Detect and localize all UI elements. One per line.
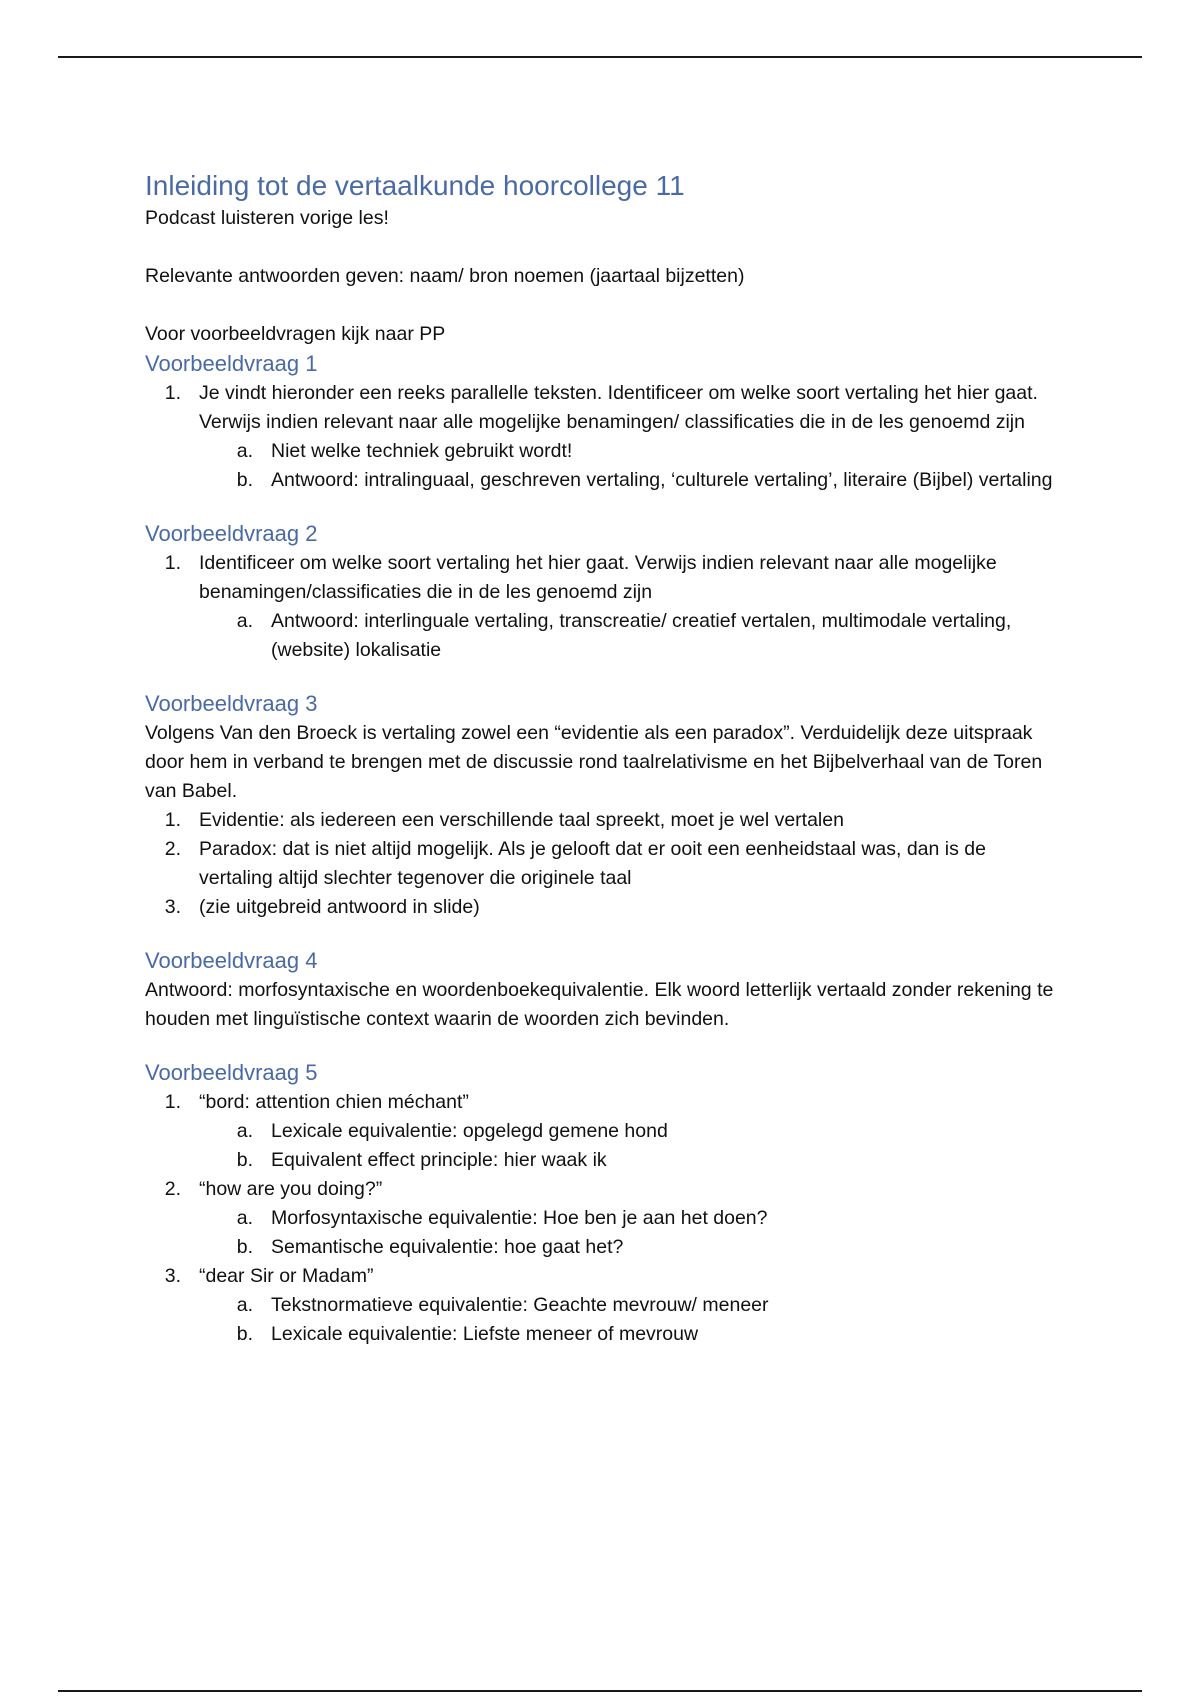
list-text: Je vindt hieronder een reeks parallelle teksten. Identificeer om welke soort vertaling het hier gaat. Verwijs indien relevant naar alle mogelijke benamingen/ classificaties die in de les genoemd zijn: [199, 382, 1038, 433]
document-body: [145, 168, 1065, 1349]
list-number: 1.: [164, 382, 181, 404]
list-number: 1.: [164, 1091, 181, 1113]
list-letter: a.: [236, 1207, 253, 1229]
list-text: Niet welke techniek gebruikt wordt!: [271, 440, 573, 462]
list-item: [145, 379, 1065, 437]
list-text: “how are you doing?”: [199, 1178, 383, 1200]
intro-line-2: Relevante antwoorden geven: naam/ bron noemen (jaartaal bijzetten): [145, 265, 745, 287]
sub-list-item: [217, 1117, 1065, 1146]
list-letter: a.: [236, 440, 253, 462]
sub-list-item: [217, 1320, 1065, 1349]
list-item: [145, 549, 1065, 607]
list-number: 1.: [164, 809, 181, 831]
list-text: Evidentie: als iedereen een verschillende taal spreekt, moet je wel vertalen: [199, 809, 844, 831]
list-text: Paradox: dat is niet altijd mogelijk. Als je gelooft dat er ooit een eenheidstaal was, dan is de vertaling altijd slechter tegenover die originele taal: [199, 838, 986, 889]
list-letter: a.: [236, 1120, 253, 1142]
list-text: “dear Sir or Madam”: [199, 1265, 374, 1287]
list-item: [145, 806, 1065, 835]
list-letter: b.: [236, 1323, 253, 1345]
list-letter: a.: [236, 1294, 253, 1316]
list-number: 2.: [164, 838, 181, 860]
sub-list-item: [217, 437, 1065, 466]
list-text: Tekstnormatieve equivalentie: Geachte mevrouw/ meneer: [271, 1294, 769, 1316]
question-2-heading: Voorbeeldvraag 2: [145, 521, 318, 546]
question-4-heading: Voorbeeldvraag 4: [145, 948, 318, 973]
list-item: [145, 893, 1065, 922]
list-text: Lexicale equivalentie: opgelegd gemene hond: [271, 1120, 668, 1142]
list-number: 3.: [164, 896, 181, 918]
intro-line-3: Voor voorbeeldvragen kijk naar PP: [145, 323, 446, 345]
list-text: Antwoord: interlinguale vertaling, transcreatie/ creatief vertalen, multimodale vertaling, (website) lokalisatie: [271, 610, 1012, 661]
document-title: Inleiding tot de vertaalkunde hoorcollege 11: [145, 170, 685, 201]
list-letter: a.: [236, 610, 253, 632]
sub-list-item: [217, 607, 1065, 665]
list-number: 3.: [164, 1265, 181, 1287]
question-3-text: Volgens Van den Broeck is vertaling zowel een “evidentie als een paradox”. Verduidelijk deze uitspraak door hem in verband te brengen met de discussie rond taalrelativisme en het Bijbelverhaal van de Toren van Babel.: [145, 722, 1043, 802]
question-5-heading: Voorbeeldvraag 5: [145, 1060, 318, 1085]
list-item: [145, 835, 1065, 893]
question-1-heading: Voorbeeldvraag 1: [145, 351, 318, 376]
header-rule: [58, 56, 1142, 58]
list-text: Identificeer om welke soort vertaling het hier gaat. Verwijs indien relevant naar alle mogelijke benamingen/classificaties die in de les genoemd zijn: [199, 552, 997, 603]
sub-list-item: [217, 466, 1065, 495]
list-item: [145, 1088, 1065, 1117]
list-item: [145, 1262, 1065, 1291]
list-text: (zie uitgebreid antwoord in slide): [199, 896, 480, 918]
list-text: Equivalent effect principle: hier waak ik: [271, 1149, 607, 1171]
list-text: Semantische equivalentie: hoe gaat het?: [271, 1236, 624, 1258]
intro-line-1: Podcast luisteren vorige les!: [145, 207, 389, 229]
sub-list-item: [217, 1204, 1065, 1233]
list-letter: b.: [236, 1149, 253, 1171]
list-text: Lexicale equivalentie: Liefste meneer of mevrouw: [271, 1323, 699, 1345]
list-letter: b.: [236, 469, 253, 491]
list-item: [145, 1175, 1065, 1204]
sub-list-item: [217, 1291, 1065, 1320]
footer-rule: [58, 1690, 1142, 1692]
sub-list-item: [217, 1233, 1065, 1262]
list-number: 1.: [164, 552, 181, 574]
list-text: “bord: attention chien méchant”: [199, 1091, 469, 1113]
question-3-heading: Voorbeeldvraag 3: [145, 691, 318, 716]
list-text: Morfosyntaxische equivalentie: Hoe ben je aan het doen?: [271, 1207, 768, 1229]
question-4-text: Antwoord: morfosyntaxische en woordenboekequivalentie. Elk woord letterlijk vertaald zonder rekening te houden met linguïstische context waarin de woorden zich bevinden.: [145, 979, 1054, 1030]
sub-list-item: [217, 1146, 1065, 1175]
list-letter: b.: [236, 1236, 253, 1258]
list-number: 2.: [164, 1178, 181, 1200]
list-text: Antwoord: intralinguaal, geschreven vertaling, ‘culturele vertaling’, literaire (Bijbel) vertaling: [271, 469, 1053, 491]
